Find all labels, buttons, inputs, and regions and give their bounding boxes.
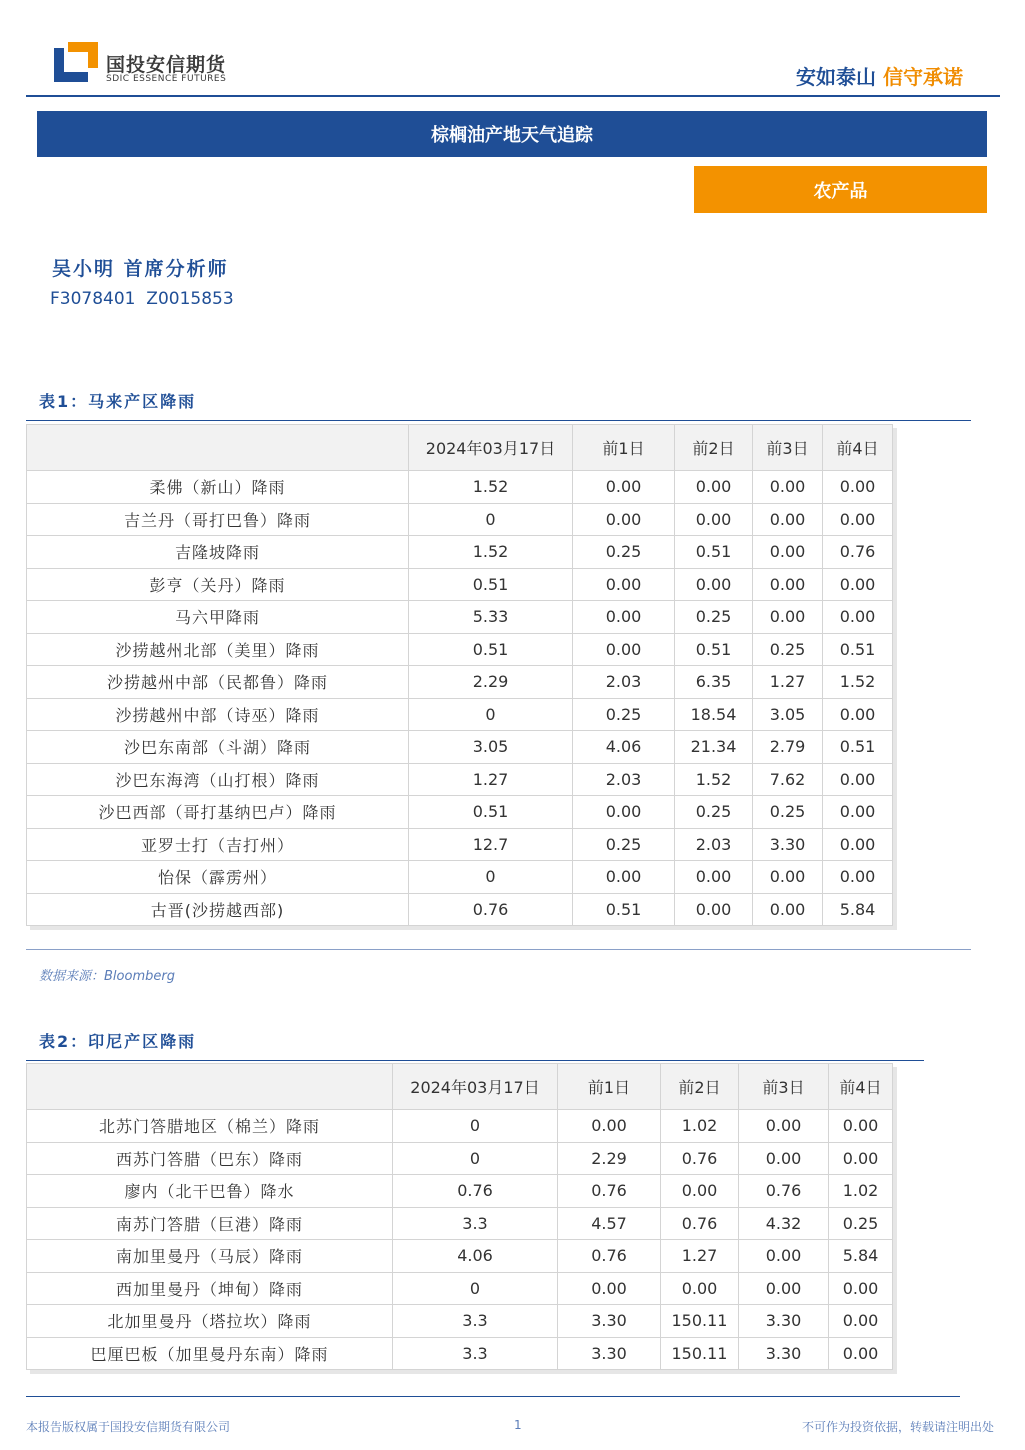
rainfall-value: 0.76	[558, 1175, 661, 1208]
rainfall-value: 0.00	[573, 633, 675, 666]
rainfall-value: 0.00	[829, 1305, 893, 1338]
rainfall-value: 0	[393, 1272, 558, 1305]
rainfall-value: 0.00	[661, 1175, 739, 1208]
rainfall-value: 0.76	[661, 1142, 739, 1175]
rainfall-value: 0.00	[823, 698, 893, 731]
row-label: 西苏门答腊（巴东）降雨	[27, 1142, 393, 1175]
rainfall-value: 0.00	[675, 503, 753, 536]
table2	[26, 1063, 893, 1370]
table-row	[27, 1110, 893, 1143]
rainfall-value: 0.00	[675, 893, 753, 926]
footer-divider	[26, 1396, 960, 1397]
rainfall-value: 0.00	[823, 828, 893, 861]
rainfall-value: 0.00	[753, 893, 823, 926]
table1-col-prev3: 前3日	[753, 425, 823, 471]
row-label: 廖内（北干巴鲁）降水	[27, 1175, 393, 1208]
row-label: 古晋(沙捞越西部)	[27, 893, 409, 926]
table1-col-prev2: 前2日	[675, 425, 753, 471]
rainfall-value: 0.00	[558, 1110, 661, 1143]
rainfall-value: 0.00	[739, 1240, 829, 1273]
rainfall-value: 0.00	[753, 503, 823, 536]
table-row	[27, 1305, 893, 1338]
rainfall-value: 0.51	[409, 796, 573, 829]
table2-col-prev2: 前2日	[661, 1064, 739, 1110]
rainfall-value: 0.25	[753, 796, 823, 829]
table-row	[27, 471, 893, 504]
rainfall-value: 1.27	[753, 666, 823, 699]
footer-copyright: 本报告版权属于国投安信期货有限公司	[26, 1420, 231, 1434]
table-row	[27, 503, 893, 536]
table1-col-prev4: 前4日	[823, 425, 893, 471]
rainfall-value: 0.00	[573, 503, 675, 536]
rainfall-value: 0.76	[739, 1175, 829, 1208]
rainfall-value: 21.34	[675, 731, 753, 764]
rainfall-value: 0.25	[753, 633, 823, 666]
rainfall-value: 0.00	[573, 568, 675, 601]
rainfall-value: 0.00	[573, 861, 675, 894]
table1-col-0	[27, 425, 409, 471]
row-label: 南苏门答腊（巨港）降雨	[27, 1207, 393, 1240]
rainfall-value: 0.00	[753, 536, 823, 569]
rainfall-value: 12.7	[409, 828, 573, 861]
table-row	[27, 568, 893, 601]
rainfall-value: 0.00	[823, 796, 893, 829]
rainfall-value: 5.84	[829, 1240, 893, 1273]
table-row	[27, 601, 893, 634]
table-row	[27, 1240, 893, 1273]
rainfall-value: 2.29	[409, 666, 573, 699]
rainfall-value: 150.11	[661, 1337, 739, 1370]
rainfall-value: 4.32	[739, 1207, 829, 1240]
report-title: 棕榈油产地天气追踪	[37, 111, 987, 157]
table1-caption: 表1：马来产区降雨	[39, 392, 197, 411]
table-row	[27, 1207, 893, 1240]
table-row	[27, 893, 893, 926]
row-label: 北苏门答腊地区（棉兰）降雨	[27, 1110, 393, 1143]
rainfall-value: 1.02	[829, 1175, 893, 1208]
rainfall-value: 4.57	[558, 1207, 661, 1240]
rainfall-value: 3.3	[393, 1207, 558, 1240]
row-label: 沙巴东海湾（山打根）降雨	[27, 763, 409, 796]
rainfall-value: 0.76	[409, 893, 573, 926]
rainfall-value: 0.00	[675, 568, 753, 601]
rainfall-value: 0.00	[739, 1142, 829, 1175]
rainfall-value: 3.05	[753, 698, 823, 731]
slogan-part1: 安如泰山	[796, 65, 877, 89]
rainfall-value: 0.25	[573, 698, 675, 731]
rainfall-value: 0.51	[573, 893, 675, 926]
rainfall-value: 18.54	[675, 698, 753, 731]
rainfall-value: 0.51	[823, 731, 893, 764]
footer-disclaimer: 不可作为投资依据，转载请注明出处	[801, 1420, 994, 1434]
slogan	[796, 61, 963, 90]
table-row	[27, 1175, 893, 1208]
data-source: 数据来源：Bloomberg	[39, 969, 175, 984]
table-row	[27, 698, 893, 731]
rainfall-value: 0.00	[823, 471, 893, 504]
table2-col-prev4: 前4日	[829, 1064, 893, 1110]
rainfall-value: 0.00	[753, 601, 823, 634]
row-label: 吉兰丹（哥打巴鲁）降雨	[27, 503, 409, 536]
rainfall-value: 4.06	[393, 1240, 558, 1273]
rainfall-value: 0	[409, 698, 573, 731]
rainfall-value: 0	[393, 1142, 558, 1175]
table2-header-row	[27, 1064, 893, 1110]
rainfall-value: 0	[409, 861, 573, 894]
table-row	[27, 536, 893, 569]
rainfall-value: 0.00	[739, 1272, 829, 1305]
table1-top-rule	[26, 420, 971, 421]
table2-col-0	[27, 1064, 393, 1110]
rainfall-value: 0.51	[823, 633, 893, 666]
rainfall-value: 3.3	[393, 1305, 558, 1338]
rainfall-value: 3.30	[739, 1305, 829, 1338]
rainfall-value: 1.27	[661, 1240, 739, 1273]
rainfall-value: 3.05	[409, 731, 573, 764]
table1	[26, 424, 893, 926]
row-label: 北加里曼丹（塔拉坎）降雨	[27, 1305, 393, 1338]
row-label: 亚罗士打（吉打州）	[27, 828, 409, 861]
table2-col-prev3: 前3日	[739, 1064, 829, 1110]
table2-caption: 表2：印尼产区降雨	[39, 1032, 197, 1051]
table-row	[27, 1142, 893, 1175]
analyst-ids: F3078401 Z0015853	[50, 289, 234, 309]
rainfall-value: 0.25	[675, 601, 753, 634]
row-label: 巴厘巴板（加里曼丹东南）降雨	[27, 1337, 393, 1370]
row-label: 吉隆坡降雨	[27, 536, 409, 569]
rainfall-value: 0.76	[558, 1240, 661, 1273]
rainfall-value: 5.84	[823, 893, 893, 926]
table1-col-prev1: 前1日	[573, 425, 675, 471]
row-label: 柔佛（新山）降雨	[27, 471, 409, 504]
table-row	[27, 796, 893, 829]
rainfall-value: 0.00	[675, 471, 753, 504]
logo-icon	[54, 42, 98, 82]
rainfall-value: 3.30	[739, 1337, 829, 1370]
rainfall-value: 0.00	[675, 861, 753, 894]
rainfall-value: 0.00	[829, 1110, 893, 1143]
rainfall-value: 0.00	[573, 601, 675, 634]
row-label: 马六甲降雨	[27, 601, 409, 634]
logo-text-en: SDIC ESSENCE FUTURES	[106, 74, 227, 84]
rainfall-value: 0.76	[393, 1175, 558, 1208]
rainfall-value: 150.11	[661, 1305, 739, 1338]
rainfall-value: 4.06	[573, 731, 675, 764]
rainfall-value: 0.25	[829, 1207, 893, 1240]
rainfall-value: 1.52	[409, 471, 573, 504]
rainfall-value: 1.52	[823, 666, 893, 699]
logo-text-cn: 国投安信期货	[106, 54, 227, 76]
rainfall-value: 3.3	[393, 1337, 558, 1370]
rainfall-value: 0.76	[661, 1207, 739, 1240]
rainfall-value: 2.03	[573, 763, 675, 796]
rainfall-value: 0.51	[409, 568, 573, 601]
row-label: 沙捞越州中部（诗巫）降雨	[27, 698, 409, 731]
rainfall-value: 0.00	[829, 1337, 893, 1370]
rainfall-value: 3.30	[753, 828, 823, 861]
table1-bottom-rule	[26, 949, 971, 950]
table-row	[27, 731, 893, 764]
row-label: 沙巴东南部（斗湖）降雨	[27, 731, 409, 764]
row-label: 沙捞越州北部（美里）降雨	[27, 633, 409, 666]
slogan-part2: 信守承诺	[883, 65, 963, 89]
rainfall-value: 0.00	[753, 471, 823, 504]
rainfall-value: 0.00	[573, 796, 675, 829]
rainfall-value: 1.27	[409, 763, 573, 796]
rainfall-value: 0.76	[823, 536, 893, 569]
header-divider	[26, 95, 1000, 97]
rainfall-value: 0	[409, 503, 573, 536]
rainfall-value: 0	[393, 1110, 558, 1143]
rainfall-value: 0.25	[573, 828, 675, 861]
table-row	[27, 1272, 893, 1305]
rainfall-value: 0.00	[753, 861, 823, 894]
rainfall-value: 0.00	[823, 568, 893, 601]
rainfall-value: 0.00	[823, 861, 893, 894]
analyst-name: 吴小明 首席分析师	[52, 258, 229, 280]
table-row	[27, 1337, 893, 1370]
table2-col-date: 2024年03月17日	[393, 1064, 558, 1110]
rainfall-value: 0.00	[558, 1272, 661, 1305]
rainfall-value: 0.00	[823, 503, 893, 536]
rainfall-value: 0.51	[675, 536, 753, 569]
rainfall-value: 2.29	[558, 1142, 661, 1175]
rainfall-value: 0.51	[409, 633, 573, 666]
row-label: 南加里曼丹（马辰）降雨	[27, 1240, 393, 1273]
row-label: 沙巴西部（哥打基纳巴卢）降雨	[27, 796, 409, 829]
table-row	[27, 861, 893, 894]
table-row	[27, 828, 893, 861]
table-row	[27, 666, 893, 699]
page-number: 1	[514, 1418, 522, 1432]
rainfall-value: 0.00	[753, 568, 823, 601]
table2-top-rule	[26, 1060, 924, 1061]
rainfall-value: 3.30	[558, 1337, 661, 1370]
rainfall-value: 0.00	[823, 763, 893, 796]
rainfall-value: 0.00	[573, 471, 675, 504]
table-row	[27, 633, 893, 666]
rainfall-value: 0.00	[739, 1110, 829, 1143]
table2-col-prev1: 前1日	[558, 1064, 661, 1110]
rainfall-value: 5.33	[409, 601, 573, 634]
rainfall-value: 7.62	[753, 763, 823, 796]
rainfall-value: 6.35	[675, 666, 753, 699]
table1-col-date: 2024年03月17日	[409, 425, 573, 471]
rainfall-value: 2.03	[675, 828, 753, 861]
rainfall-value: 2.03	[573, 666, 675, 699]
row-label: 彭亨（关丹）降雨	[27, 568, 409, 601]
rainfall-value: 0.25	[573, 536, 675, 569]
rainfall-value: 1.52	[675, 763, 753, 796]
rainfall-value: 0.51	[675, 633, 753, 666]
rainfall-value: 3.30	[558, 1305, 661, 1338]
rainfall-value: 0.25	[675, 796, 753, 829]
rainfall-value: 0.00	[823, 601, 893, 634]
rainfall-value: 0.00	[829, 1142, 893, 1175]
row-label: 沙捞越州中部（民都鲁）降雨	[27, 666, 409, 699]
table1-header-row	[27, 425, 893, 471]
row-label: 西加里曼丹（坤甸）降雨	[27, 1272, 393, 1305]
category-badge: 农产品	[694, 166, 987, 213]
rainfall-value: 0.00	[661, 1272, 739, 1305]
rainfall-value: 1.02	[661, 1110, 739, 1143]
rainfall-value: 0.00	[829, 1272, 893, 1305]
rainfall-value: 2.79	[753, 731, 823, 764]
row-label: 怡保（霹雳州）	[27, 861, 409, 894]
table-row	[27, 763, 893, 796]
rainfall-value: 1.52	[409, 536, 573, 569]
